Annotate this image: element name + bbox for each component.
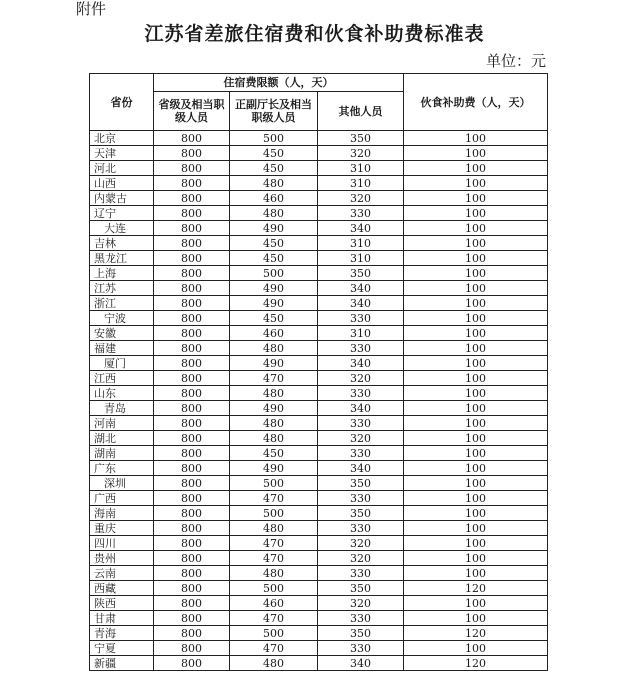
- other-staff-cell: 330: [318, 611, 404, 626]
- provincial-level-cell: 800: [154, 131, 230, 146]
- province-cell: 江苏: [90, 281, 154, 296]
- table-row: [90, 476, 548, 491]
- bureau-level-cell: 490: [230, 296, 318, 311]
- meal-allowance-cell: 100: [404, 191, 548, 206]
- meal-allowance-cell: 100: [404, 176, 548, 191]
- other-staff-cell: 330: [318, 206, 404, 221]
- table-body: [90, 131, 548, 671]
- provincial-level-cell: 800: [154, 356, 230, 371]
- table-row: [90, 416, 548, 431]
- provincial-level-cell: 800: [154, 341, 230, 356]
- other-staff-cell: 340: [318, 296, 404, 311]
- table-row: [90, 236, 548, 251]
- bureau-level-cell: 470: [230, 641, 318, 656]
- other-staff-cell: 330: [318, 341, 404, 356]
- province-cell: 福建: [90, 341, 154, 356]
- provincial-level-cell: 800: [154, 641, 230, 656]
- meal-allowance-cell: 100: [404, 611, 548, 626]
- table-row: [90, 131, 548, 146]
- table-row: [90, 176, 548, 191]
- other-staff-cell: 330: [318, 491, 404, 506]
- provincial-level-cell: 800: [154, 206, 230, 221]
- table-row: [90, 251, 548, 266]
- province-cell: 深圳: [90, 476, 154, 491]
- bureau-level-cell: 470: [230, 491, 318, 506]
- other-staff-cell: 320: [318, 371, 404, 386]
- provincial-level-cell: 800: [154, 371, 230, 386]
- attachment-label: 附件: [76, 0, 107, 18]
- other-staff-cell: 330: [318, 311, 404, 326]
- table-row: [90, 626, 548, 641]
- provincial-level-cell: 800: [154, 551, 230, 566]
- meal-allowance-cell: 100: [404, 131, 548, 146]
- table-row: [90, 536, 548, 551]
- table-row: [90, 311, 548, 326]
- table-row: [90, 641, 548, 656]
- provincial-level-cell: 800: [154, 596, 230, 611]
- table-row: [90, 596, 548, 611]
- meal-allowance-cell: 100: [404, 536, 548, 551]
- provincial-level-cell: 800: [154, 176, 230, 191]
- provincial-level-cell: 800: [154, 416, 230, 431]
- bureau-level-cell: 450: [230, 236, 318, 251]
- header-other-staff: 其他人员: [318, 92, 404, 131]
- province-cell: 内蒙古: [90, 191, 154, 206]
- meal-allowance-cell: 100: [404, 401, 548, 416]
- bureau-level-cell: 480: [230, 176, 318, 191]
- other-staff-cell: 310: [318, 176, 404, 191]
- province-cell: 宁夏: [90, 641, 154, 656]
- province-cell: 海南: [90, 506, 154, 521]
- table-row: [90, 371, 548, 386]
- other-staff-cell: 350: [318, 476, 404, 491]
- meal-allowance-cell: 100: [404, 596, 548, 611]
- province-cell: 青海: [90, 626, 154, 641]
- other-staff-cell: 330: [318, 521, 404, 536]
- bureau-level-cell: 450: [230, 146, 318, 161]
- table-row: [90, 296, 548, 311]
- other-staff-cell: 340: [318, 221, 404, 236]
- table-row: [90, 521, 548, 536]
- bureau-level-cell: 450: [230, 446, 318, 461]
- other-staff-cell: 330: [318, 386, 404, 401]
- bureau-level-cell: 450: [230, 251, 318, 266]
- table-row: [90, 461, 548, 476]
- other-staff-cell: 310: [318, 326, 404, 341]
- header-bureau-level: 正副厅长及相当职级人员: [230, 92, 318, 131]
- table-row: [90, 206, 548, 221]
- provincial-level-cell: 800: [154, 446, 230, 461]
- bureau-level-cell: 480: [230, 431, 318, 446]
- meal-allowance-cell: 100: [404, 491, 548, 506]
- table-row: [90, 506, 548, 521]
- header-provincial-level: 省级及相当职级人员: [154, 92, 230, 131]
- province-cell: 浙江: [90, 296, 154, 311]
- provincial-level-cell: 800: [154, 281, 230, 296]
- bureau-level-cell: 460: [230, 191, 318, 206]
- meal-allowance-cell: 100: [404, 416, 548, 431]
- province-cell: 黑龙江: [90, 251, 154, 266]
- meal-allowance-cell: 100: [404, 311, 548, 326]
- provincial-level-cell: 800: [154, 461, 230, 476]
- bureau-level-cell: 480: [230, 206, 318, 221]
- provincial-level-cell: 800: [154, 521, 230, 536]
- province-cell: 青岛: [90, 401, 154, 416]
- meal-allowance-cell: 100: [404, 146, 548, 161]
- table-row: [90, 191, 548, 206]
- province-cell: 吉林: [90, 236, 154, 251]
- other-staff-cell: 340: [318, 281, 404, 296]
- provincial-level-cell: 800: [154, 221, 230, 236]
- header-province: 省份: [90, 74, 154, 131]
- meal-allowance-cell: 100: [404, 566, 548, 581]
- bureau-level-cell: 460: [230, 326, 318, 341]
- province-cell: 河北: [90, 161, 154, 176]
- province-cell: 湖南: [90, 446, 154, 461]
- provincial-level-cell: 800: [154, 191, 230, 206]
- bureau-level-cell: 500: [230, 581, 318, 596]
- bureau-level-cell: 500: [230, 506, 318, 521]
- other-staff-cell: 350: [318, 506, 404, 521]
- meal-allowance-cell: 120: [404, 656, 548, 671]
- table-row: [90, 161, 548, 176]
- other-staff-cell: 320: [318, 551, 404, 566]
- provincial-level-cell: 800: [154, 401, 230, 416]
- other-staff-cell: 310: [318, 161, 404, 176]
- other-staff-cell: 320: [318, 191, 404, 206]
- table-row: [90, 266, 548, 281]
- other-staff-cell: 350: [318, 626, 404, 641]
- bureau-level-cell: 490: [230, 281, 318, 296]
- bureau-level-cell: 480: [230, 566, 318, 581]
- provincial-level-cell: 800: [154, 506, 230, 521]
- table-row: [90, 326, 548, 341]
- province-cell: 大连: [90, 221, 154, 236]
- fee-standard-table: [89, 73, 548, 671]
- provincial-level-cell: 800: [154, 251, 230, 266]
- province-cell: 安徽: [90, 326, 154, 341]
- other-staff-cell: 340: [318, 461, 404, 476]
- meal-allowance-cell: 100: [404, 431, 548, 446]
- province-cell: 甘肃: [90, 611, 154, 626]
- table-row: [90, 221, 548, 236]
- meal-allowance-cell: 100: [404, 206, 548, 221]
- provincial-level-cell: 800: [154, 491, 230, 506]
- province-cell: 厦门: [90, 356, 154, 371]
- bureau-level-cell: 480: [230, 656, 318, 671]
- other-staff-cell: 330: [318, 566, 404, 581]
- meal-allowance-cell: 100: [404, 251, 548, 266]
- bureau-level-cell: 490: [230, 461, 318, 476]
- province-cell: 新疆: [90, 656, 154, 671]
- bureau-level-cell: 480: [230, 521, 318, 536]
- meal-allowance-cell: 100: [404, 446, 548, 461]
- province-cell: 陕西: [90, 596, 154, 611]
- table-row: [90, 281, 548, 296]
- table-row: [90, 656, 548, 671]
- bureau-level-cell: 500: [230, 131, 318, 146]
- meal-allowance-cell: 100: [404, 326, 548, 341]
- meal-allowance-cell: 100: [404, 221, 548, 236]
- bureau-level-cell: 470: [230, 371, 318, 386]
- provincial-level-cell: 800: [154, 611, 230, 626]
- province-cell: 广西: [90, 491, 154, 506]
- bureau-level-cell: 450: [230, 311, 318, 326]
- bureau-level-cell: 500: [230, 626, 318, 641]
- province-cell: 山西: [90, 176, 154, 191]
- meal-allowance-cell: 100: [404, 236, 548, 251]
- other-staff-cell: 350: [318, 581, 404, 596]
- meal-allowance-cell: 100: [404, 296, 548, 311]
- bureau-level-cell: 480: [230, 386, 318, 401]
- table-row: [90, 386, 548, 401]
- province-cell: 河南: [90, 416, 154, 431]
- meal-allowance-cell: 100: [404, 266, 548, 281]
- table-row: [90, 611, 548, 626]
- provincial-level-cell: 800: [154, 161, 230, 176]
- province-cell: 山东: [90, 386, 154, 401]
- table-row: [90, 446, 548, 461]
- bureau-level-cell: 480: [230, 416, 318, 431]
- header-meal-allowance: 伙食补助费（人，天）: [404, 74, 548, 131]
- document-title: 江苏省差旅住宿费和伙食补助费标准表: [144, 23, 485, 45]
- provincial-level-cell: 800: [154, 626, 230, 641]
- other-staff-cell: 340: [318, 356, 404, 371]
- province-cell: 天津: [90, 146, 154, 161]
- provincial-level-cell: 800: [154, 566, 230, 581]
- other-staff-cell: 310: [318, 251, 404, 266]
- meal-allowance-cell: 120: [404, 626, 548, 641]
- province-cell: 湖北: [90, 431, 154, 446]
- table-row: [90, 491, 548, 506]
- provincial-level-cell: 800: [154, 326, 230, 341]
- meal-allowance-cell: 100: [404, 461, 548, 476]
- other-staff-cell: 350: [318, 131, 404, 146]
- other-staff-cell: 320: [318, 596, 404, 611]
- other-staff-cell: 330: [318, 446, 404, 461]
- bureau-level-cell: 490: [230, 356, 318, 371]
- meal-allowance-cell: 100: [404, 386, 548, 401]
- bureau-level-cell: 480: [230, 341, 318, 356]
- province-cell: 四川: [90, 536, 154, 551]
- table-row: [90, 401, 548, 416]
- table-row: [90, 356, 548, 371]
- provincial-level-cell: 800: [154, 296, 230, 311]
- provincial-level-cell: 800: [154, 476, 230, 491]
- provincial-level-cell: 800: [154, 656, 230, 671]
- meal-allowance-cell: 100: [404, 476, 548, 491]
- provincial-level-cell: 800: [154, 581, 230, 596]
- bureau-level-cell: 470: [230, 551, 318, 566]
- province-cell: 上海: [90, 266, 154, 281]
- table-row: [90, 566, 548, 581]
- meal-allowance-cell: 100: [404, 341, 548, 356]
- province-cell: 江西: [90, 371, 154, 386]
- table-row: [90, 581, 548, 596]
- meal-allowance-cell: 100: [404, 371, 548, 386]
- provincial-level-cell: 800: [154, 386, 230, 401]
- province-cell: 广东: [90, 461, 154, 476]
- provincial-level-cell: 800: [154, 311, 230, 326]
- other-staff-cell: 340: [318, 656, 404, 671]
- bureau-level-cell: 500: [230, 476, 318, 491]
- province-cell: 云南: [90, 566, 154, 581]
- meal-allowance-cell: 100: [404, 161, 548, 176]
- province-cell: 宁波: [90, 311, 154, 326]
- province-cell: 重庆: [90, 521, 154, 536]
- bureau-level-cell: 490: [230, 401, 318, 416]
- other-staff-cell: 320: [318, 146, 404, 161]
- other-staff-cell: 330: [318, 641, 404, 656]
- other-staff-cell: 320: [318, 431, 404, 446]
- meal-allowance-cell: 100: [404, 506, 548, 521]
- meal-allowance-cell: 100: [404, 551, 548, 566]
- other-staff-cell: 320: [318, 536, 404, 551]
- other-staff-cell: 310: [318, 236, 404, 251]
- provincial-level-cell: 800: [154, 266, 230, 281]
- provincial-level-cell: 800: [154, 146, 230, 161]
- bureau-level-cell: 460: [230, 596, 318, 611]
- meal-allowance-cell: 100: [404, 281, 548, 296]
- provincial-level-cell: 800: [154, 236, 230, 251]
- province-cell: 贵州: [90, 551, 154, 566]
- province-cell: 辽宁: [90, 206, 154, 221]
- table-row: [90, 341, 548, 356]
- province-cell: 西藏: [90, 581, 154, 596]
- bureau-level-cell: 500: [230, 266, 318, 281]
- meal-allowance-cell: 100: [404, 641, 548, 656]
- table-row: [90, 146, 548, 161]
- meal-allowance-cell: 100: [404, 521, 548, 536]
- other-staff-cell: 350: [318, 266, 404, 281]
- province-cell: 北京: [90, 131, 154, 146]
- provincial-level-cell: 800: [154, 536, 230, 551]
- unit-label: 单位：元: [486, 52, 547, 70]
- meal-allowance-cell: 120: [404, 581, 548, 596]
- other-staff-cell: 330: [318, 416, 404, 431]
- header-lodging-limit: 住宿费限额（人，天）: [154, 74, 404, 92]
- other-staff-cell: 340: [318, 401, 404, 416]
- table-row: [90, 431, 548, 446]
- table-row: [90, 551, 548, 566]
- bureau-level-cell: 470: [230, 536, 318, 551]
- bureau-level-cell: 450: [230, 161, 318, 176]
- meal-allowance-cell: 100: [404, 356, 548, 371]
- bureau-level-cell: 470: [230, 611, 318, 626]
- bureau-level-cell: 490: [230, 221, 318, 236]
- provincial-level-cell: 800: [154, 431, 230, 446]
